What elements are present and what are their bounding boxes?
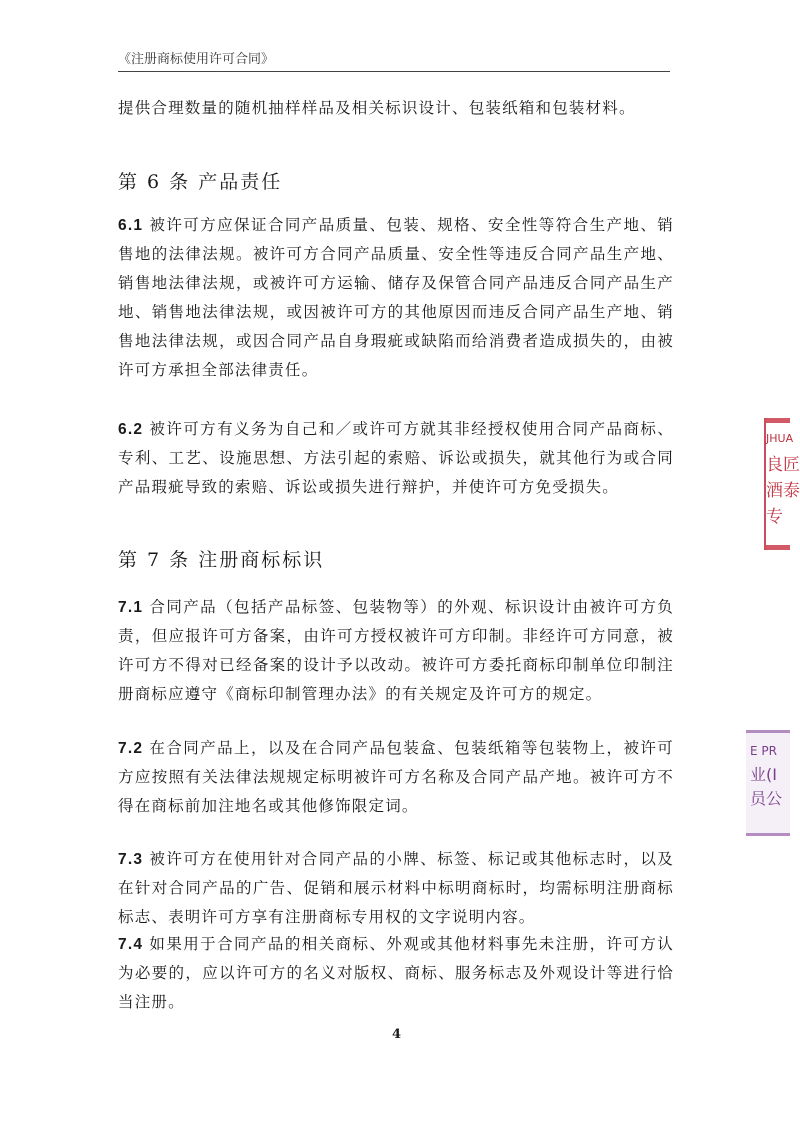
- clause-6-2: [118, 415, 674, 502]
- seal-text: E PR: [750, 744, 777, 758]
- clause-number: 6.1: [118, 217, 144, 234]
- seal-text: JHUA: [766, 432, 794, 445]
- seal-text: 良匠: [766, 455, 800, 475]
- seal-text: 员公: [750, 789, 783, 808]
- clause-number: 7.4: [118, 936, 144, 953]
- intro-text: 提供合理数量的随机抽样样品及相关标识设计、包装纸箱和包装材料。: [118, 99, 636, 117]
- clause-text: 被许可方在使用针对合同产品的小牌、标签、标记或其他标志时，以及在针对合同产品的广告、促销和展示材料中标明商标时，均需标明注册商标标志、表明许可方享有注册商标专用权的文字说明内容。: [118, 850, 674, 926]
- intro-paragraph: [118, 94, 674, 123]
- seam-seal-red: [764, 418, 800, 550]
- clause-text: 合同产品（包括产品标签、包装物等）的外观、标识设计由被许可方负责，但应报许可方备案，由许可方授权被许可方印制。非经许可方同意，被许可方不得对已经备案的设计予以改动。被许可方委托商标印制单位印制注册商标应遵守《商标印制管理办法》的有关规定及许可方的规定。: [118, 598, 674, 703]
- clause-text: 在合同产品上，以及在合同产品包装盒、包装纸箱等包装物上，被许可方应按照有关法律法规规定标明被许可方名称及合同产品产地。被许可方不得在商标前加注地名或其他修饰限定词。: [118, 739, 674, 815]
- clause-text: 如果用于合同产品的相关商标、外观或其他材料事先未注册，许可方认为必要的，应以许可方的名义对版权、商标、服务标志及外观设计等进行恰当注册。: [118, 935, 674, 1011]
- seal-text: 酒泰: [766, 481, 800, 501]
- seam-seal-purple: [746, 730, 790, 836]
- clause-7-3: [118, 845, 674, 932]
- clause-number: 6.2: [118, 421, 144, 438]
- clause-number: 7.1: [118, 599, 144, 616]
- clause-6-1: [118, 211, 674, 385]
- seal-text: 专: [766, 507, 783, 527]
- clause-7-4: [118, 930, 674, 1017]
- clause-7-2: [118, 734, 674, 821]
- running-header: 《注册商标使用许可合同》: [118, 48, 670, 72]
- clause-number: 7.3: [118, 851, 144, 868]
- clause-number: 7.2: [118, 740, 144, 757]
- clause-text: 被许可方应保证合同产品质量、包装、规格、安全性等符合生产地、销售地的法律法规。被许可方合同产品质量、安全性等违反合同产品生产地、销售地法律法规，或被许可方运输、储存及保管合同产品违反合同产品生产地、销售地法律法规，或因被许可方的其他原因而违反合同产品生产地、销售地法律法规，或因合同产品自身瑕疵或缺陷而给消费者造成损失的，由被许可方承担全部法律责任。: [118, 216, 674, 379]
- clause-7-1: [118, 593, 674, 709]
- clause-text: 被许可方有义务为自己和／或许可方就其非经授权使用合同产品商标、专利、工艺、设施思想、方法引起的索赔、诉讼或损失，就其他行为或合同产品瑕疵导致的索赔、诉讼或损失进行辩护，并使许可方免受损失。: [118, 420, 674, 496]
- page-number: 4: [392, 1027, 402, 1042]
- section-title-7: 第 7 条 注册商标标识: [118, 549, 325, 571]
- seal-text: 业(I: [750, 765, 777, 784]
- section-title-6: 第 6 条 产品责任: [118, 171, 283, 193]
